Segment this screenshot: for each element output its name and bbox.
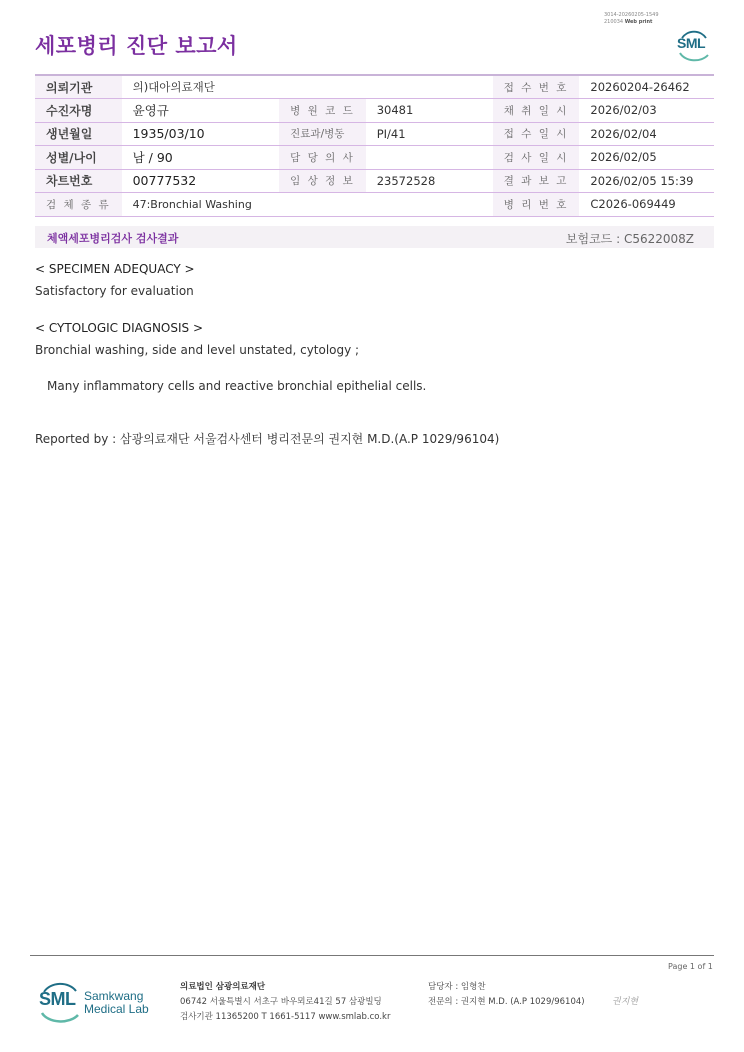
specimen-adequacy-text: Satisfactory for evaluation <box>35 284 194 298</box>
label-attending-physician: 담 당 의 사 <box>279 146 366 170</box>
label-patient-name: 수진자명 <box>35 99 122 123</box>
value-received-date: 2026/02/04 <box>579 122 714 146</box>
footer-logo-text: SML <box>39 989 76 1009</box>
label-requesting-institution: 의뢰기관 <box>35 75 122 99</box>
footer-contact: 검사기관 11365200 T 1661-5117 www.smlab.co.kr <box>180 1012 391 1022</box>
reported-by: Reported by : 삼광의료재단 서울검사센터 병리전문의 권지현 M.D.(A.P 1029/96104) <box>35 432 500 446</box>
value-birth-date: 1935/03/10 <box>122 122 280 146</box>
value-requesting-institution: 의)대아의료재단 <box>122 75 493 99</box>
footer-staff <box>428 980 585 995</box>
value-test-date: 2026/02/05 <box>579 146 714 170</box>
footer-divider <box>30 955 714 956</box>
value-clinical-info: 23572528 <box>366 169 493 193</box>
label-hospital-code: 병 원 코 드 <box>279 99 366 123</box>
footer-logo-name-line1: Samkwang <box>84 989 144 1003</box>
footer-logo-name-line2: Medical Lab <box>84 1002 149 1016</box>
value-accession-number: 20260204-26462 <box>579 75 714 99</box>
label-collection-date: 채 취 일 시 <box>493 99 580 123</box>
label-chart-number: 차트번호 <box>35 169 122 193</box>
value-patient-name: 윤영규 <box>122 99 280 123</box>
document-code-line2 <box>604 19 659 26</box>
result-section-header <box>35 226 714 248</box>
footer-logo <box>36 980 166 1024</box>
footer-staff-block <box>428 980 585 1010</box>
label-department-ward: 진료과/병동 <box>279 122 366 146</box>
value-specimen-type: 47:Bronchial Washing <box>122 193 493 217</box>
label-clinical-info: 임 상 정 보 <box>279 169 366 193</box>
value-collection-date: 2026/02/03 <box>579 99 714 123</box>
value-sex-age: 남 / 90 <box>122 146 280 170</box>
document-code-line1: 3014-20260205-1549 <box>604 12 659 18</box>
web-print-label: Web print <box>624 19 653 25</box>
label-test-date: 검 사 일 시 <box>493 146 580 170</box>
diagnosis-line-2: Many inflammatory cells and reactive bronchial epithelial cells. <box>47 379 427 393</box>
value-result-report: 2026/02/05 15:39 <box>579 169 714 193</box>
footer-organization: 의료법인 삼광의료재단 <box>180 982 266 992</box>
specialist-name: 권지현 M.D. (A.P 1029/96104) <box>460 997 585 1007</box>
info-row <box>35 193 714 217</box>
label-specimen-type: 검 체 종 류 <box>35 193 122 217</box>
value-hospital-code: 30481 <box>366 99 493 123</box>
value-department-ward: PI/41 <box>366 122 493 146</box>
value-pathology-number: C2026-069449 <box>579 193 714 217</box>
patient-info-table <box>35 74 714 217</box>
document-code-number: 210034 <box>604 19 624 25</box>
specimen-adequacy-heading: < SPECIMEN ADEQUACY > <box>35 262 195 276</box>
info-row <box>35 169 714 193</box>
cytologic-diagnosis-heading: < CYTOLOGIC DIAGNOSIS > <box>35 321 204 335</box>
insurance-code: 보험코드 : C5622008Z <box>565 232 694 246</box>
label-accession-number: 접 수 번 호 <box>493 75 580 99</box>
footer-logo-name <box>84 990 149 1016</box>
diagnosis-line-1: Bronchial washing, side and level unstated, cytology ; <box>35 343 360 357</box>
specialist-label: 전문의 : <box>428 997 459 1007</box>
footer-address: 06742 서울특별시 서초구 바우뫼로41길 57 삼광빌딩 <box>180 997 382 1007</box>
label-received-date: 접 수 일 시 <box>493 122 580 146</box>
label-result-report: 결 과 보 고 <box>493 169 580 193</box>
document-code <box>604 12 659 26</box>
staff-name: 임형찬 <box>460 982 486 992</box>
label-birth-date: 생년월일 <box>35 122 122 146</box>
footer-specialist <box>428 995 585 1010</box>
info-row <box>35 122 714 146</box>
footer-address-block <box>180 980 390 1025</box>
section-title: 체액세포병리검사 검사결과 <box>47 232 179 245</box>
info-row <box>35 99 714 123</box>
page-number: Page 1 of 1 <box>668 962 713 971</box>
label-pathology-number: 병 리 번 호 <box>493 193 580 217</box>
report-title: 세포병리 진단 보고서 <box>35 34 238 58</box>
value-attending-physician <box>366 146 493 170</box>
sml-logo-text: SML <box>677 35 706 51</box>
staff-label: 담당자 : <box>428 982 459 992</box>
label-sex-age: 성별/나이 <box>35 146 122 170</box>
info-row <box>35 146 714 170</box>
sml-logo <box>674 26 714 64</box>
value-chart-number: 00777532 <box>122 169 280 193</box>
signature: 권지현 <box>612 997 639 1007</box>
info-row <box>35 75 714 99</box>
